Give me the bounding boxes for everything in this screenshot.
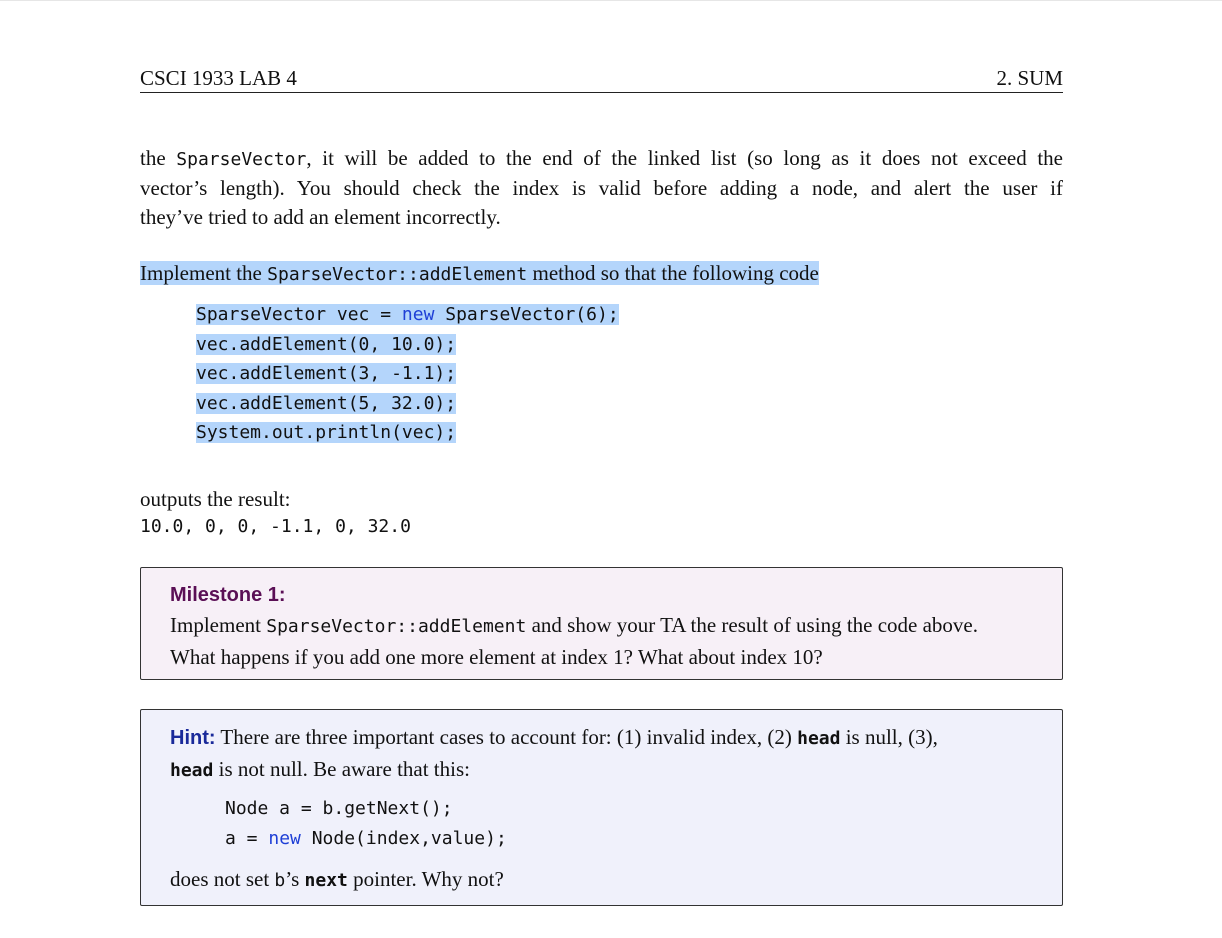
- hint-text: is not null. Be aware that this:: [213, 757, 470, 781]
- selected-code: System.out.println(vec);: [196, 422, 457, 443]
- selected-code: vec.addElement(3, -1.1);: [196, 363, 457, 384]
- output-result: 10.0, 0, 0, -1.1, 0, 32.0: [140, 516, 411, 537]
- page-header: [140, 64, 1063, 93]
- inline-code: head: [797, 728, 841, 749]
- intro-line-1: [140, 144, 1063, 174]
- milestone-content: [170, 580, 1034, 672]
- hint-closing-line: [170, 864, 504, 896]
- code-text: Node(index,value);: [300, 827, 507, 849]
- code-text: SparseVector vec =: [196, 304, 402, 325]
- code-keyword: new: [268, 827, 301, 849]
- selected-code: vec.addElement(0, 10.0);: [196, 333, 457, 355]
- code-line: [196, 418, 619, 448]
- intro-text: , it will be added to the end of the linked list (so long as it does not exceed the: [306, 146, 1063, 170]
- code-listing: [196, 300, 619, 448]
- intro-line-2: vector’s length). You should check the index is valid before adding a node, and alert the user if: [140, 176, 1063, 200]
- hint-text: There are three important cases to account for: (1) invalid index, (2): [215, 725, 798, 749]
- hint-content: [170, 722, 1034, 786]
- implement-suffix: method so that the following code: [527, 261, 819, 285]
- milestone-box: [140, 567, 1063, 680]
- inline-code: next: [304, 870, 348, 891]
- hint-title: Hint:: [170, 727, 216, 749]
- hint-code-listing: [225, 794, 507, 853]
- code-keyword: new: [401, 304, 435, 325]
- code-line: [196, 389, 619, 419]
- inline-code: SparseVector::addElement: [267, 264, 528, 285]
- code-line: [196, 300, 619, 330]
- intro-text: the: [140, 146, 177, 170]
- hint-text: does not set: [170, 867, 275, 891]
- code-line: [196, 330, 619, 360]
- code-line: [196, 359, 619, 389]
- section-title: 2. SUM: [996, 66, 1063, 90]
- inline-code: SparseVector: [176, 149, 307, 170]
- hint-line-2: [170, 754, 1034, 786]
- implement-prefix: Implement the: [140, 261, 268, 285]
- hint-text: pointer. Why not?: [347, 867, 504, 891]
- hint-text: ’s: [285, 867, 305, 891]
- intro-paragraph: [140, 144, 1063, 232]
- intro-line-3: they’ve tried to add an element incorrectly.: [140, 205, 501, 229]
- hint-text: is null, (3),: [840, 725, 938, 749]
- milestone-text: and show your TA the result of using the code above.: [526, 613, 979, 637]
- milestone-title: Milestone 1:: [170, 584, 286, 606]
- hint-box: [140, 709, 1063, 906]
- inline-code: head: [170, 760, 214, 781]
- selected-text: [140, 261, 819, 285]
- milestone-line-1: [170, 610, 1034, 642]
- inline-code: SparseVector::addElement: [266, 616, 527, 637]
- milestone-text: Implement: [170, 613, 267, 637]
- outputs-label: outputs the result:: [140, 487, 291, 511]
- implement-instruction: [140, 259, 819, 289]
- top-border: [0, 0, 1222, 1]
- selected-code: vec.addElement(5, 32.0);: [196, 392, 457, 414]
- code-line: [225, 824, 507, 854]
- hint-line-1: [170, 722, 1034, 754]
- milestone-line-2: What happens if you add one more element at index 1? What about index 10?: [170, 645, 823, 669]
- inline-code: b: [274, 870, 286, 891]
- selected-code: [196, 304, 619, 325]
- code-text: a =: [225, 827, 269, 849]
- code-line: Node a = b.getNext();: [225, 798, 453, 819]
- code-text: SparseVector(6);: [434, 304, 619, 325]
- course-title: CSCI 1933 LAB 4: [140, 66, 297, 90]
